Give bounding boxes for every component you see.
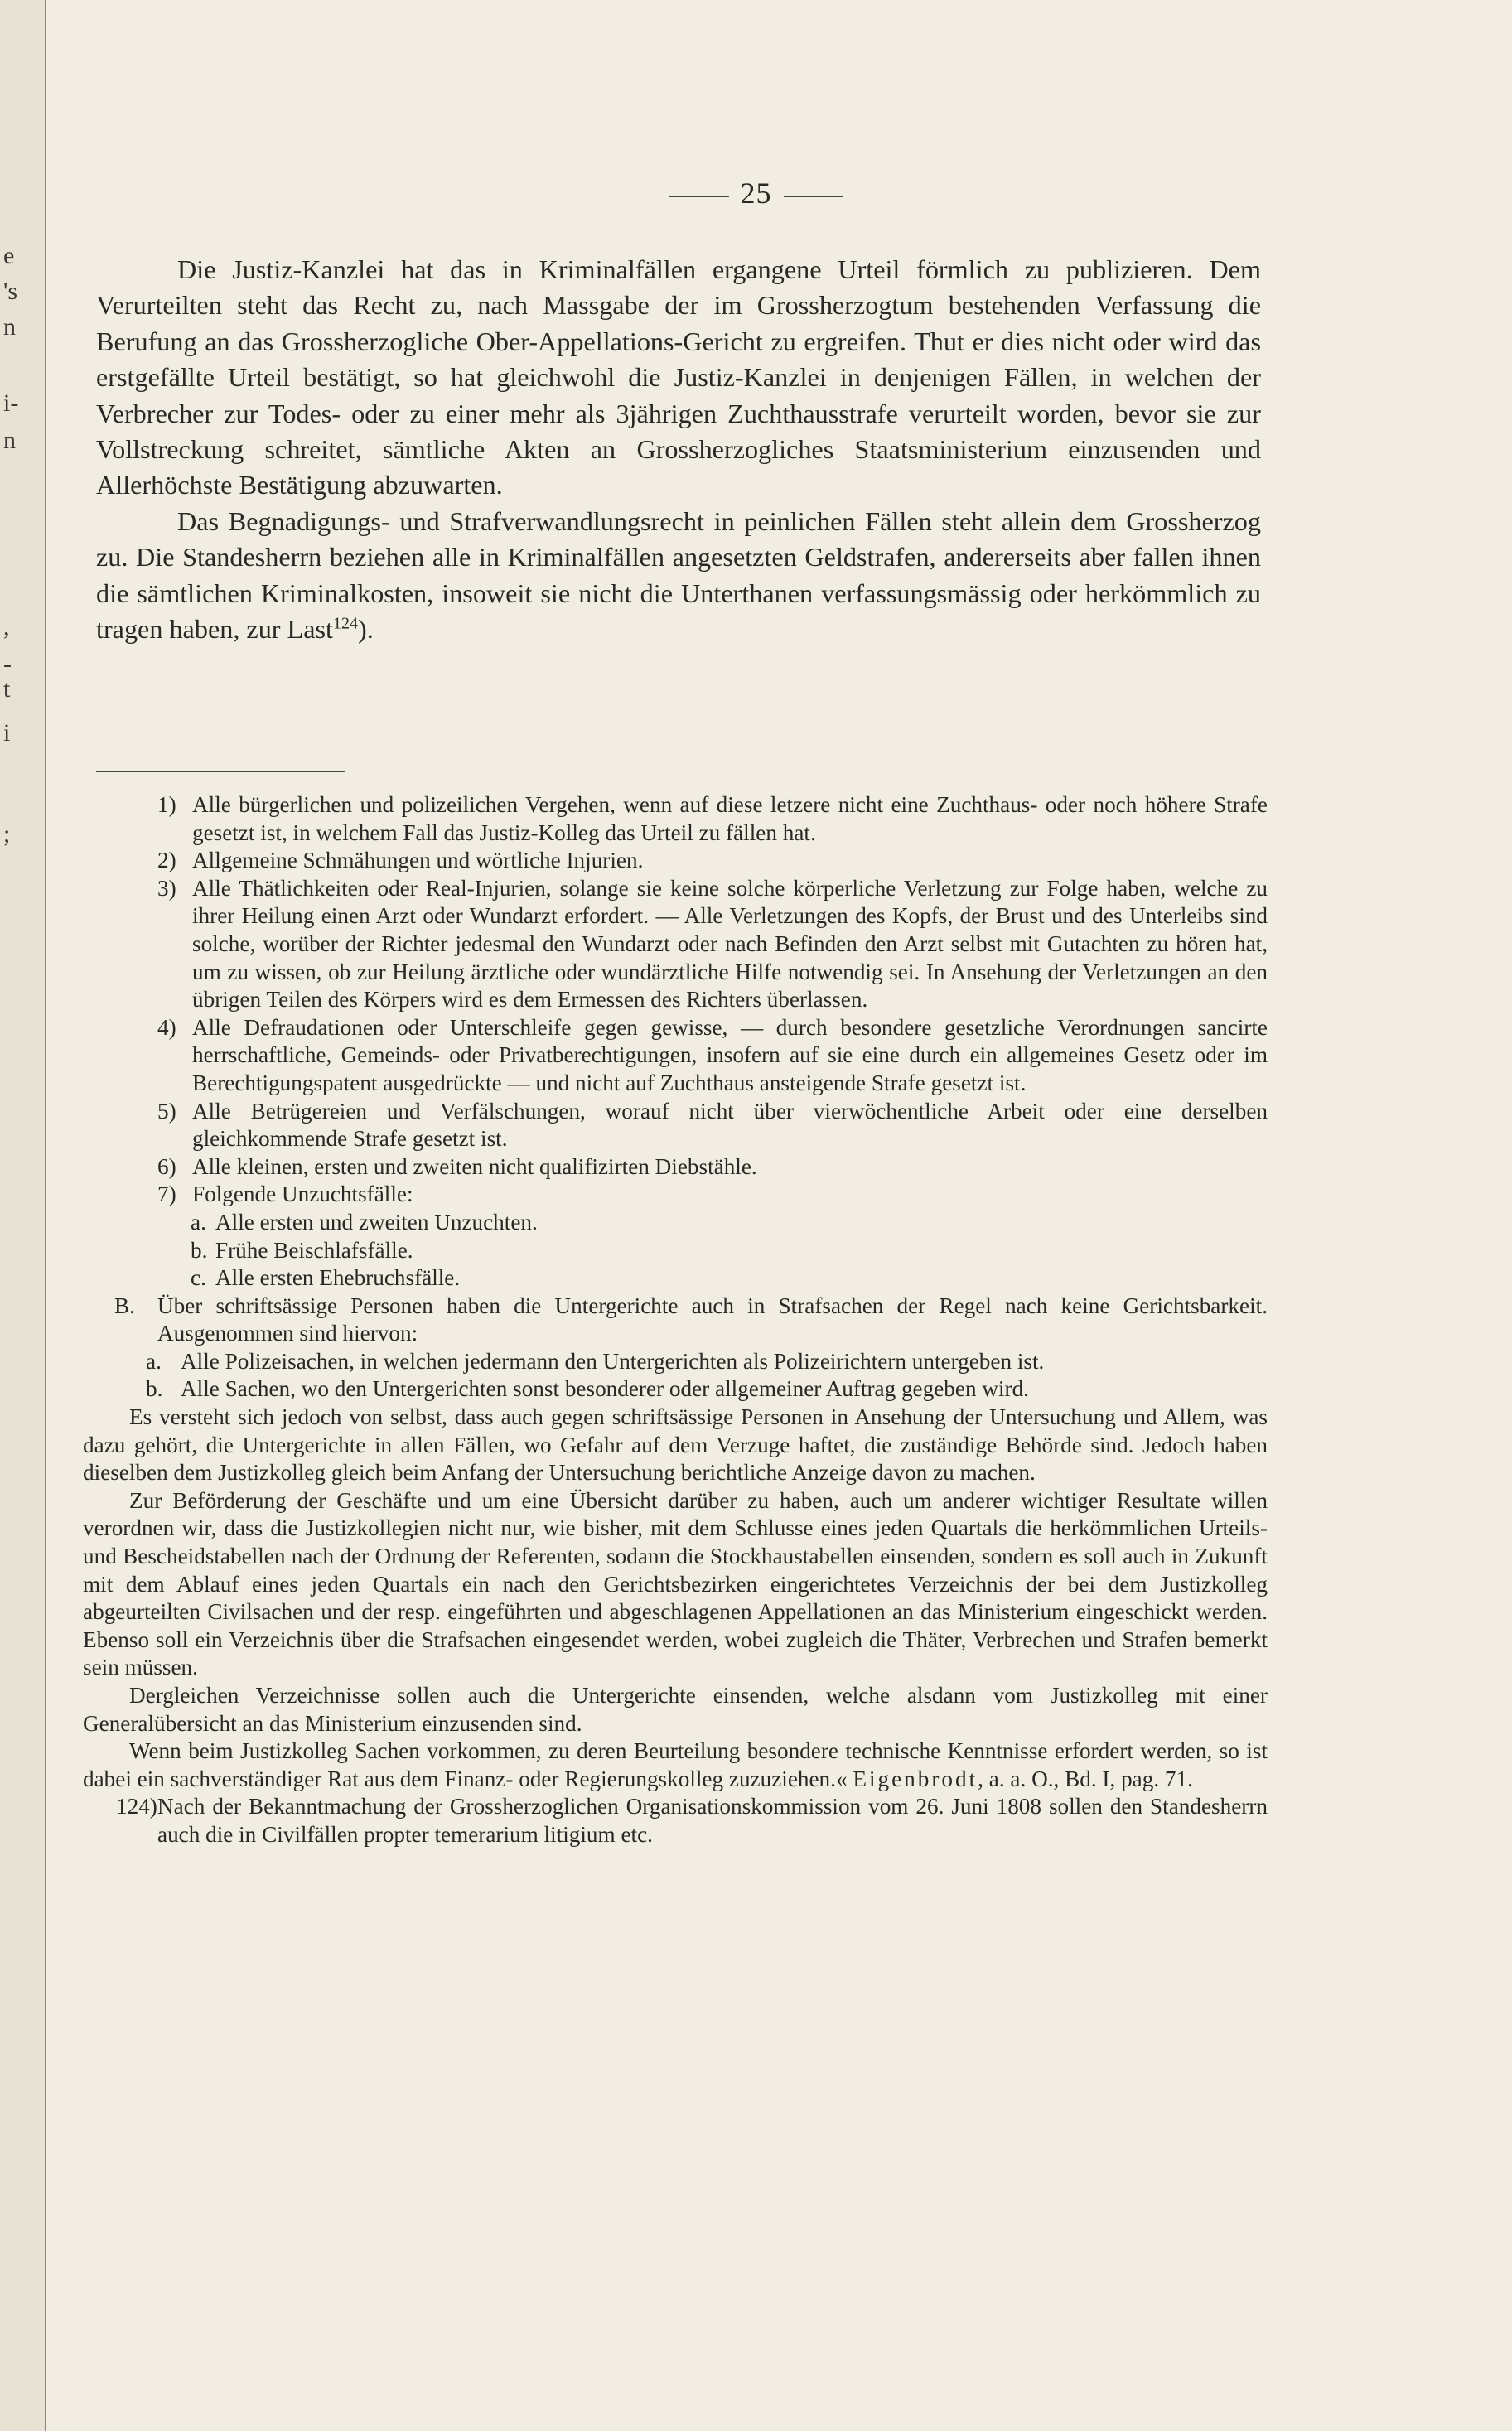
paragraph: Es versteht sich jedoch von selbst, dass auch gegen schriftsässige Personen in Ansehung der Untersuchung und Allem, was dazu gehört, die Untergerichte in allen Fällen, wo Gefahr auf dem Verzuge haftet, die zuständige Behörde sind. Jedoch haben dieselben dem Justizkolleg gleich beim Anfang der Untersuchung berichtliche Anzeige davon zu machen. [83,1404,1268,1486]
list-number: 4) [157,1014,176,1040]
list-text: Alle Polizeisachen, in welchen jedermann den Untergerichten als Polizeirichtern untergeben ist. [181,1348,1045,1374]
footnote-number: 124) [116,1794,157,1820]
list-item [157,1181,1268,1209]
header-ornament-right [784,196,843,197]
list-item [146,1348,1268,1376]
margin-mark: 's [3,278,18,305]
footnote-separator [96,771,345,772]
paragraph-text: Wenn beim Justizkolleg Sachen vorkommen, zu deren Beurteilung besondere technische Kenntnisse erfordert werden, so ist dabei ein sachverständiger Rat aus dem Finanz- oder Regierungskolleg zuzuziehen.« [83,1738,1268,1791]
margin-mark: ; [3,820,11,848]
list-number: 2) [157,848,176,873]
footnotes [83,791,1268,1849]
list-letter: c. [191,1265,206,1291]
list-text: Frühe Beischlafsfälle. [215,1237,413,1263]
list-item [157,1153,1268,1182]
list-text: Alle Betrügereien und Verfälschungen, worauf nicht über vierwöchentliche Arbeit oder eine derselben gleichkommende Strafe gesetzt ist. [192,1098,1268,1152]
paragraph: Zur Beförderung der Geschäfte und um eine Übersicht darüber zu haben, auch um anderer wichtiger Resultate willen verordnen wir, dass die Justizkollegien nicht nur, wie bisher, mit dem Schlusse eines jeden Quartals die herkömmlichen Urteils- und Bescheidstabellen nach der Ordnung der Referenten, sodann die Stockhaustabellen einsenden, sondern es soll auch in Zukunft mit dem Ablauf eines jeden Quartals ein nach den Gerichtsbezirken eingerichtetes Verzeichnis der bei dem Justizkolleg abgeurteilten Civilsachen und der resp. eingeführten und abgeschlagenen Appellationen an das Ministerium eingeschickt werden. Ebenso soll ein Verzeichnis über die Strafsachen eingesendet werden, wobei zugleich die Thäter, Verbrechen und Strafen bemerkt sein müssen. [83,1487,1268,1680]
list-text: Alle bürgerlichen und polizeilichen Vergehen, wenn auf diese letzere nicht eine Zuchthaus- oder noch höhere Strafe gesetzt ist, in welchem Fall das Justiz-Kolleg das Urteil zu fällen hat. [192,792,1268,845]
margin-mark: i [3,719,11,747]
list-text: Alle kleinen, ersten und zweiten nicht qualifizirten Diebstähle. [192,1153,757,1179]
margin-mark: t [3,675,11,703]
paragraph: Die Justiz-Kanzlei hat das in Kriminalfällen ergangene Urteil förmlich zu publizieren. Dem Verurteilten steht das Recht zu, nach Massgabe der im Grossherzogtum bestehenden Verfassung die Berufung an das Grossherzogliche Ober-Appellations-Gericht zu ergreifen. Thut er dies nicht oder wird das erstgefällte Urteil bestätigt, so hat gleichwohl die Justiz-Kanzlei in denjenigen Fällen, in welchen der Verbrecher zur Todes- oder zu einer mehr als 3jährigen Zuchthausstrafe verurteilt worden, bevor sie zur Vollstreckung schreitet, sämtliche Akten an Grossherzogliches Staatsministerium einzusenden und Allerhöchste Bestätigung abzuwarten. [96,254,1261,500]
list-number: 7) [157,1182,176,1207]
margin-mark: e [3,242,15,269]
list-letter: a. [146,1348,162,1374]
list-item [146,1375,1268,1404]
list-number: 5) [157,1098,176,1124]
paragraph [96,504,1261,648]
list-item [157,875,1268,1014]
list-number: 6) [157,1153,176,1179]
footnote-124 [116,1793,1268,1849]
adjacent-page-margin [0,0,46,2431]
list-text: Folgende Unzuchtsfälle: [192,1182,413,1207]
list-item [191,1237,1268,1265]
list-text: Alle ersten und zweiten Unzuchten. [215,1209,538,1235]
list-letter: a. [191,1209,206,1235]
list-item [157,791,1268,847]
section-text: Über schriftsässige Personen haben die Untergerichte auch in Strafsachen der Regel nach keine Gerichtsbarkeit. Ausgenommen sind hiervon: [157,1293,1268,1346]
citation: , a. a. O., Bd. I, pag. 71. [978,1766,1193,1791]
margin-mark: n [3,427,16,454]
margin-mark: i- [3,389,19,417]
sublist [157,1209,1268,1293]
list-item [191,1209,1268,1237]
list-item [157,1014,1268,1098]
list-text: Alle Thätlichkeiten oder Real-Injurien, solange sie keine solche körperliche Verletzung zur Folge haben, welche zu ihrer Heilung einen Arzt oder Wundarzt erfordert. — Alle Verletzungen des Kopfs, der Brust und des Unterleibs sind solche, worüber der Richter jedesmal den Wundarzt oder nach Befinden den Arzt selbst mit Gutachten zu hören hat, um zu wissen, ob zur Heilung ärztliche oder wundärztliche Hilfe notwendig sei. In Ansehung der Verletzungen an den übrigen Teilen des Körpers wird es dem Ermessen des Richters überlassen. [192,875,1268,1013]
cited-author: Eigenbrodt [853,1766,978,1791]
list-item [157,1098,1268,1153]
paragraph: Dergleichen Verzeichnisse sollen auch die Untergerichte einsenden, welche alsdann vom Justizkolleg mit einer Generalübersicht an das Ministerium einzusenden sind. [83,1683,1268,1736]
margin-mark: , [3,613,10,640]
list-text: Alle ersten Ehebruchsfälle. [215,1265,461,1291]
section-b [114,1293,1268,1348]
list-letter: b. [146,1376,163,1402]
list-text: Alle Defraudationen oder Unterschleife gegen gewisse, — durch besondere gesetzliche Verordnungen sancirte herrschaftliche, Gemeinds- oder Privatberechtigungen, insofern auf sie eine durch ein allgemeines Gesetz oder im Berechtigungspatent ausgedrückte — und nicht auf Zuchthaus ansteigende Strafe gesetzt ist. [192,1014,1268,1095]
list-text: Allgemeine Schmähungen und wörtliche Injurien. [192,848,644,873]
header-ornament-left [669,196,729,197]
list-item [157,847,1268,875]
footnote-ref: 124 [332,614,358,633]
margin-mark: n [3,313,16,341]
margin-mark: - [3,650,12,678]
list-letter: b. [191,1237,208,1263]
list-text: Alle Sachen, wo den Untergerichten sonst besonderer oder allgemeiner Auftrag gegeben wird. [181,1376,1029,1402]
note-paragraphs [83,1404,1268,1793]
page-header [0,176,1512,210]
paragraph-text: Das Begnadigungs- und Strafverwandlungsrecht in peinlichen Fällen steht allein dem Grossherzog zu. Die Standesherrn beziehen alle in Kriminalfällen angesetzten Geldstrafen, andererseits aber fallen ihnen die sämtlichen Kriminalkosten, insoweit sie nicht die Unterthanen verfassungsmässig oder herkömmlich zu tragen haben, zur Last [96,505,1261,645]
section-letter: B. [114,1293,135,1318]
paragraph [83,1737,1268,1793]
list-item [191,1264,1268,1293]
list-number: 1) [157,792,176,817]
main-text [96,252,1261,647]
paragraph-end: ). [357,614,374,645]
page-number: 25 [740,176,772,210]
footnote-text: Nach der Bekanntmachung der Grossherzoglichen Organisationskommission vom 26. Juni 1808 sollen den Standesherrn auch die in Civilfällen propter temerarium litigium etc. [157,1794,1268,1847]
list-number: 3) [157,875,176,901]
